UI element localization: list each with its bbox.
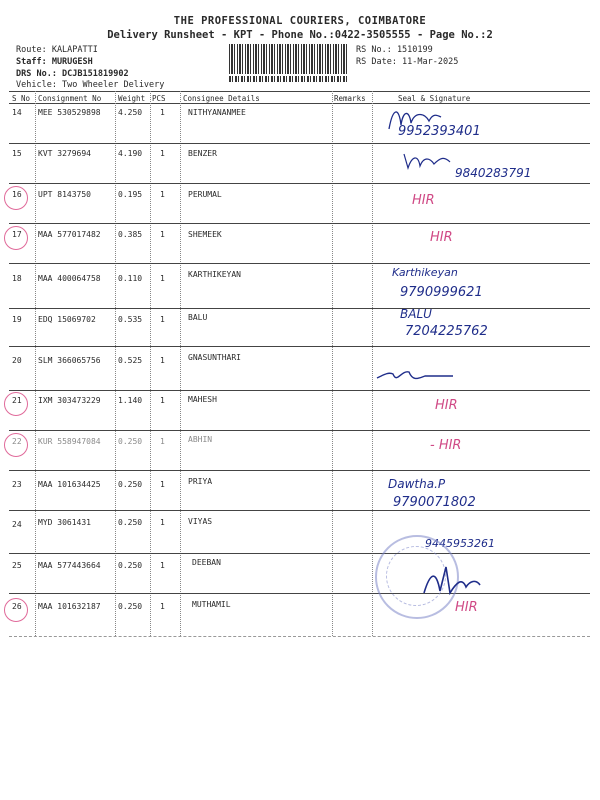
signature [420,563,490,603]
row-consignee: DEEBAN [192,558,221,567]
row-consignee: BENZER [188,149,217,158]
row-pcs: 1 [160,190,165,199]
row-consignee: PRIYA [188,477,213,486]
row-consignee: SHEMEEK [188,230,222,239]
row-consignment: KVT 3279694 [38,149,91,158]
row-sno: 18 [12,274,22,283]
row-sno: 19 [12,315,22,324]
signature-phone: 9840283791 [455,166,532,180]
row-consignee: MUTHAMIL [192,600,231,609]
hir-mark: HIR [455,600,478,615]
col-divider [150,91,151,636]
row-consignee: NITHYANANMEE [188,108,246,117]
row-weight: 0.195 [118,190,143,199]
row-divider [9,223,590,224]
row-pcs: 1 [160,149,165,158]
row-weight: 0.250 [118,437,143,446]
row-sno: 25 [12,561,22,570]
red-circle-mark [4,392,28,416]
col-divider [35,91,36,636]
row-weight: 0.385 [118,230,143,239]
document-title: THE PROFESSIONAL COURIERS, COIMBATORE [173,15,427,27]
row-consignment: UPT 8143750 [38,190,91,199]
signature-phone: 9445953261 [425,537,495,550]
row-weight: 0.535 [118,315,143,324]
row-consignment: IXM 303473229 [38,396,101,405]
vehicle-label: Vehicle: Two Wheeler Delivery [16,80,165,90]
row-sno: 16 [12,190,22,199]
row-weight: 0.525 [118,356,143,365]
row-consignee: MAHESH [188,395,217,404]
col-consignment: Consignment No [38,94,102,103]
row-pcs: 1 [160,315,165,324]
signature [400,150,455,172]
signature-name: BALU [400,307,432,321]
row-divider [9,510,590,511]
signature-phone: 9790999621 [400,285,483,300]
row-divider [9,593,590,594]
row-consignee: BALU [188,313,208,322]
drs-label: DRS No.: DCJB151819902 [16,69,129,79]
row-divider [9,553,590,554]
row-weight: 1.140 [118,396,143,405]
signature-phone: 9790071802 [393,495,476,510]
hir-mark: HIR [412,193,435,208]
rs-number: RS No.: 1510199 [356,45,433,55]
red-circle-mark [4,186,28,210]
row-pcs: 1 [160,437,165,446]
row-weight: 4.250 [118,108,143,117]
row-sno: 15 [12,149,22,158]
hir-mark: HIR [435,398,458,413]
row-sno: 22 [12,437,22,446]
row-pcs: 1 [160,108,165,117]
staff-label: Staff: MURUGESH [16,57,93,67]
signature [375,366,455,388]
row-divider [9,636,590,637]
document-subtitle: Delivery Runsheet - KPT - Phone No.:0422-3505555 - Page No.:2 [107,29,493,41]
row-divider [9,390,590,391]
table-top-rule [9,91,590,92]
col-consignee: Consignee Details [183,94,260,103]
row-pcs: 1 [160,561,165,570]
row-divider [9,143,590,144]
signature-phone: 7204225762 [405,324,488,339]
row-divider [9,430,590,431]
row-sno: 17 [12,230,22,239]
row-sno: 20 [12,356,22,365]
row-weight: 0.250 [118,602,143,611]
red-circle-mark [4,598,28,622]
row-consignment: EDQ 15069702 [38,315,96,324]
row-pcs: 1 [160,518,165,527]
row-pcs: 1 [160,230,165,239]
row-consignee: GNASUNTHARI [188,353,241,362]
row-consignee: ABHIN [188,435,213,444]
row-divider [9,263,590,264]
row-consignee: PERUMAL [188,190,222,199]
row-pcs: 1 [160,480,165,489]
row-pcs: 1 [160,356,165,365]
row-consignment: MAA 101632187 [38,602,101,611]
col-seal: Seal & Signature [398,94,471,103]
row-weight: 0.250 [118,518,143,527]
col-divider [372,91,373,636]
row-weight: 4.190 [118,149,143,158]
table-header-rule [9,103,590,104]
col-weight: Weight [118,94,146,103]
row-consignment: MAA 577443664 [38,561,101,570]
signature-name: Karthikeyan [392,266,458,279]
row-consignment: MAA 101634425 [38,480,101,489]
col-divider [115,91,116,636]
row-consignment: MAA 400064758 [38,274,101,283]
red-circle-mark [4,226,28,250]
barcode-strip [229,76,349,82]
row-weight: 0.110 [118,274,143,283]
row-pcs: 1 [160,602,165,611]
col-sno: S No [12,94,31,103]
row-sno: 14 [12,108,22,117]
row-sno: 26 [12,602,22,611]
signature-name: Dawtha.P [388,477,446,491]
row-weight: 0.250 [118,480,143,489]
row-sno: 23 [12,480,22,489]
row-pcs: 1 [160,274,165,283]
hir-mark: - HIR [430,438,462,453]
row-consignee: KARTHIKEYAN [188,270,241,279]
col-pcs: PCS [152,94,166,103]
col-divider [180,91,181,636]
row-divider [9,346,590,347]
red-circle-mark [4,433,28,457]
row-sno: 21 [12,396,22,405]
row-divider [9,183,590,184]
row-consignee: VIYAS [188,517,213,526]
row-weight: 0.250 [118,561,143,570]
row-consignment: MAA 577017482 [38,230,101,239]
route-label: Route: KALAPATTI [16,45,98,55]
row-sno: 24 [12,520,22,529]
row-divider [9,308,590,309]
row-consignment: MYD 3061431 [38,518,91,527]
row-consignment: SLM 366065756 [38,356,101,365]
row-pcs: 1 [160,396,165,405]
col-remarks: Remarks [334,94,366,103]
row-consignment: MEE 530529898 [38,108,101,117]
col-divider [332,91,333,636]
signature-phone: 9952393401 [398,124,481,139]
row-consignment: KUR 558947084 [38,437,101,446]
hir-mark: HIR [430,230,453,245]
row-divider [9,470,590,471]
barcode [229,44,349,74]
rs-date: RS Date: 11-Mar-2025 [356,57,459,67]
